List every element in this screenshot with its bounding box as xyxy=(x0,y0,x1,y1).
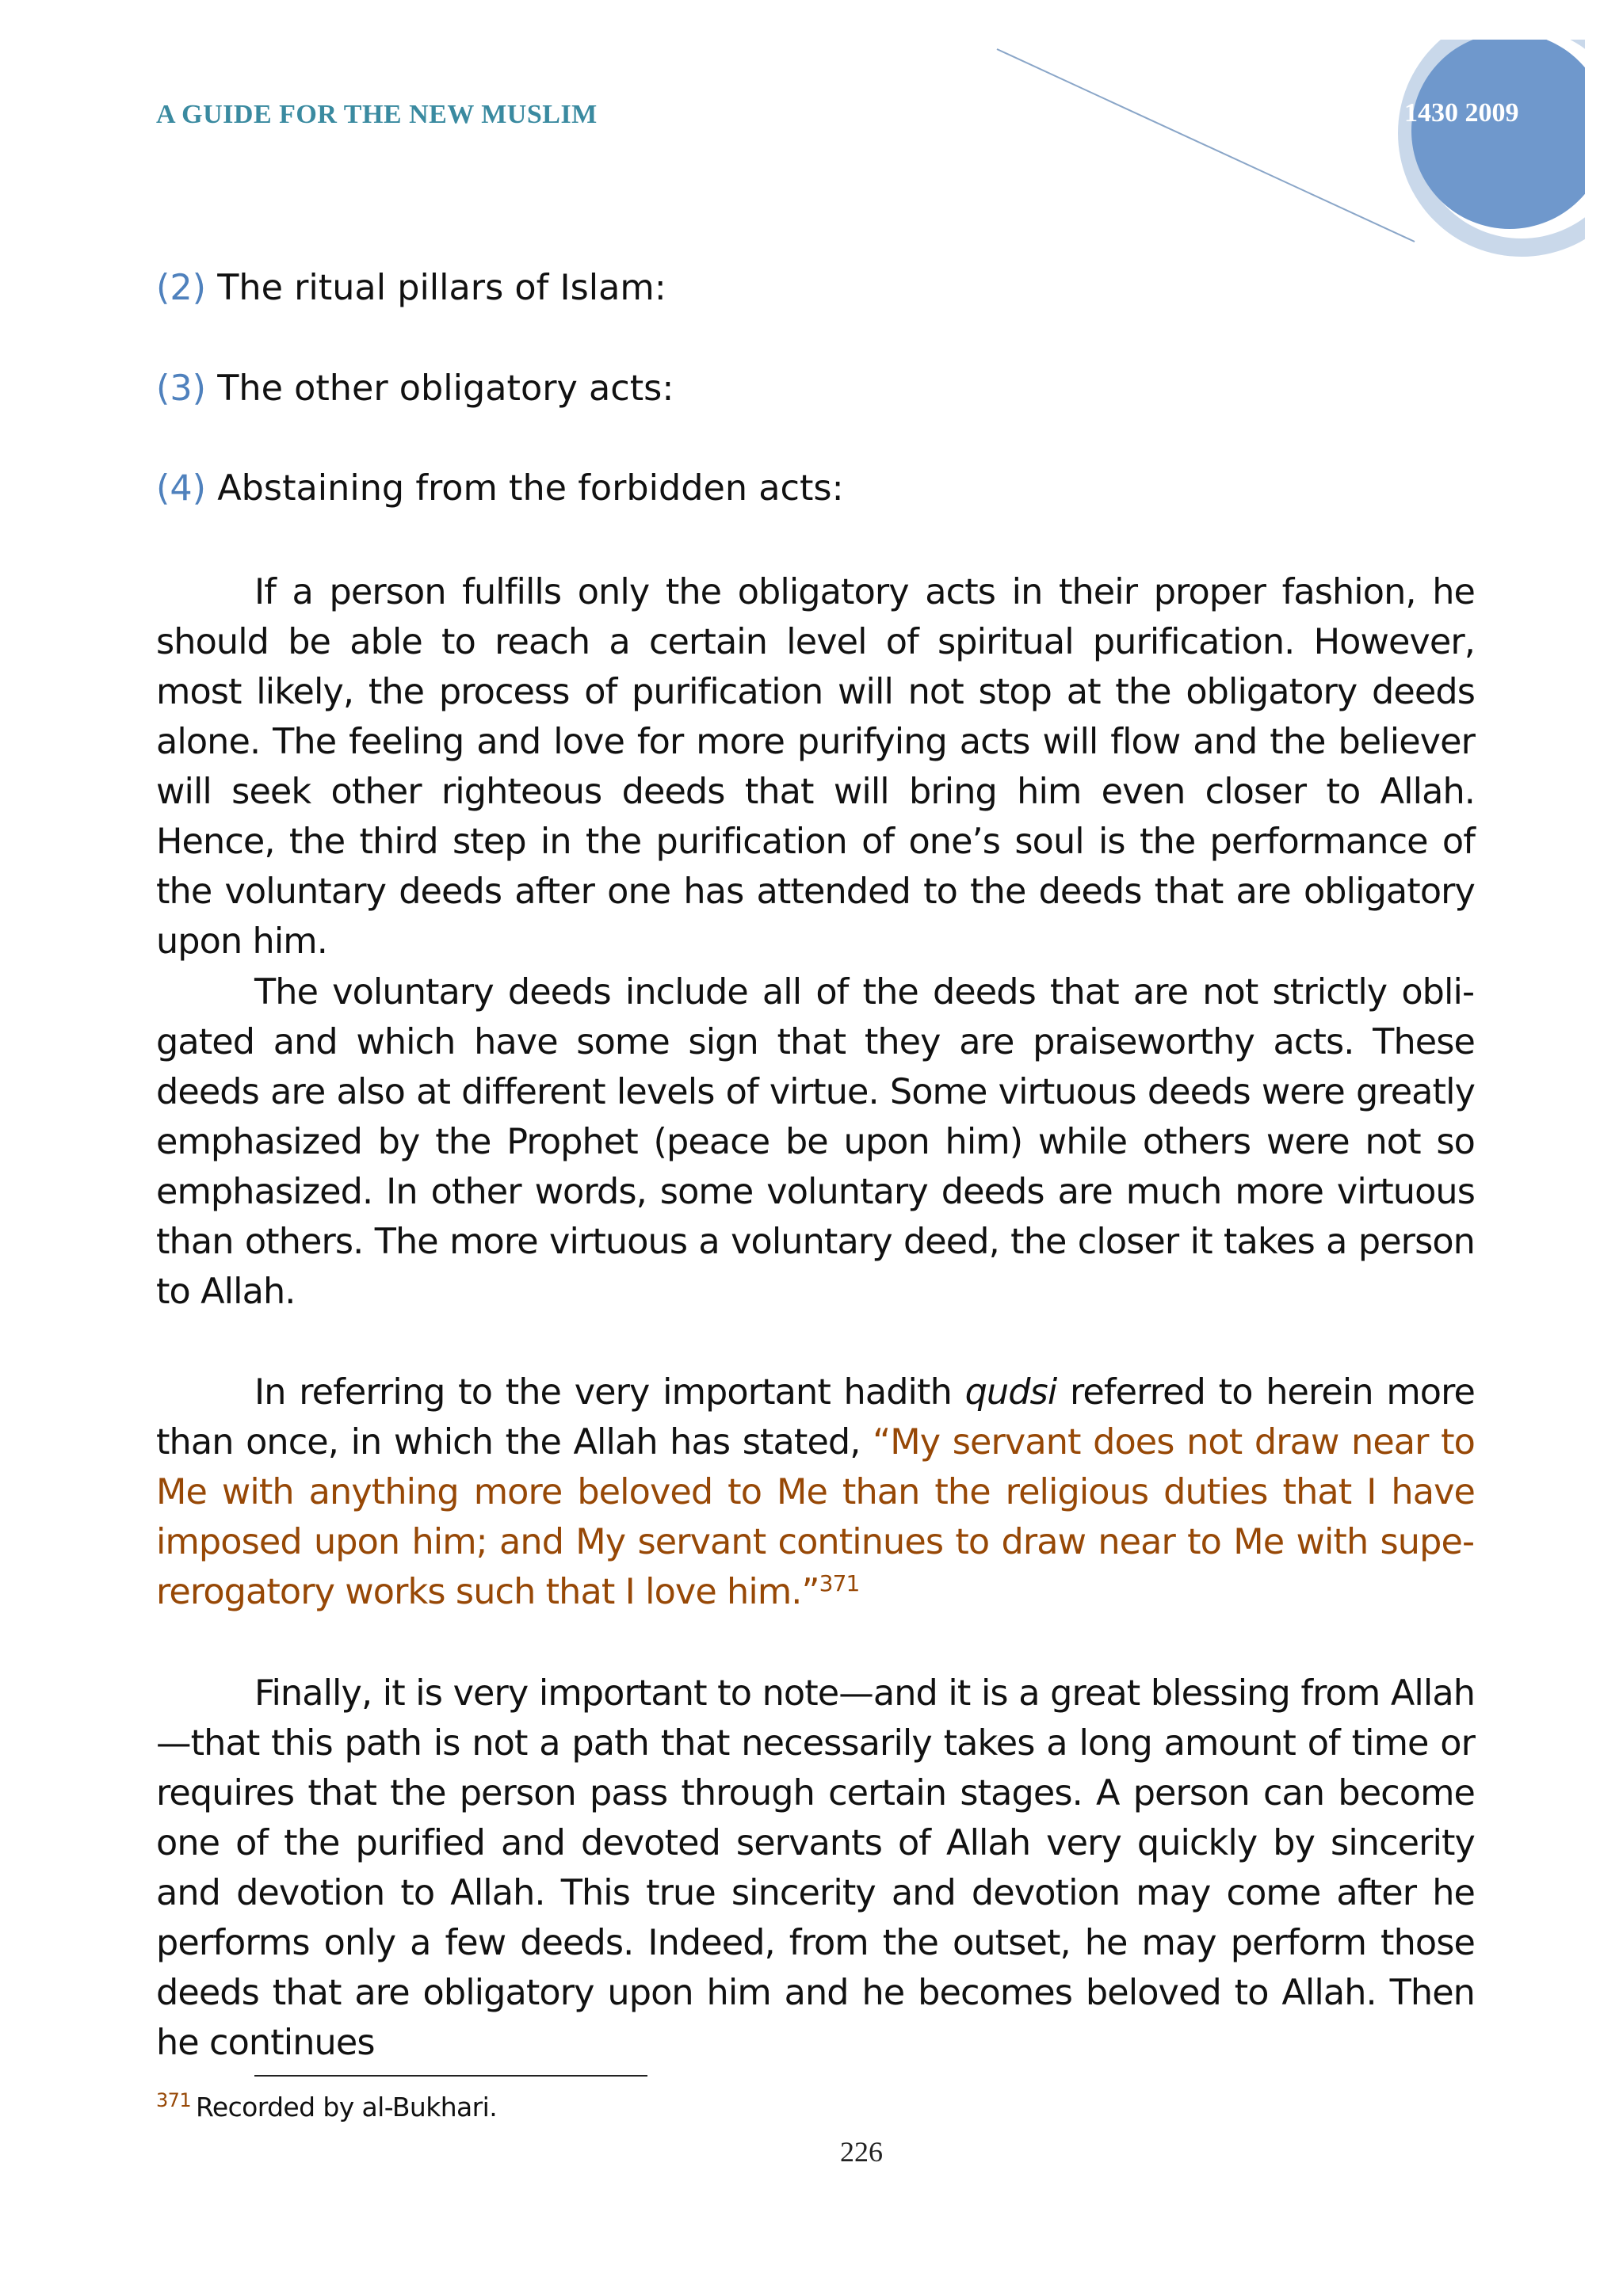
header-circle-decoration xyxy=(983,40,1585,269)
list-item-number: (2) xyxy=(156,268,207,308)
paragraph-text: In referring to the very important hadith xyxy=(254,1372,965,1413)
paragraph-text: referred to herein more than once, in which the Allah has stated, xyxy=(156,1372,1475,1463)
footnote-number: 371 xyxy=(156,2089,192,2111)
page-number: 226 xyxy=(840,2136,883,2168)
running-header-title: A GUIDE FOR THE NEW MUSLIM xyxy=(156,100,598,129)
list-item xyxy=(156,268,666,308)
paragraph-hadith-qudsi xyxy=(156,1367,1475,1617)
list-item-text: The ritual pillars of Islam: xyxy=(217,268,666,308)
hadith-quote: “My servant does not draw near to Me with anything more beloved to Me than the religious duties that I have imposed upon him; and My servant continues to draw near to Me with supererogatory works such that I love him.” xyxy=(156,1422,1475,1612)
list-item-number: (4) xyxy=(156,468,207,509)
list-item xyxy=(156,468,844,509)
list-item-number: (3) xyxy=(156,368,207,409)
paragraph-voluntary-deeds: The voluntary deeds include all of the deeds that are not strictly obligated and which have some sign that they are praiseworthy acts. These deeds are also at different levels of virtue. Some virtuous deeds were greatly emphasized by the Prophet (peace be upon him) while others were not so emphasized. In other words, some voluntary deeds are much more virtuous than others. The more virtuous a voluntary deed, the closer it takes a person to Allah. xyxy=(156,972,1475,1312)
footnote-text: Recorded by al-Bukhari. xyxy=(196,2092,498,2122)
paragraph-path-of-purification: Finally, it is very important to note—and it is a great blessing from Allah—that this path is not a path that necessarily takes a long amount of time or requires that the person pass through certain stages. A person can become one of the purified and devoted servants of Allah very quickly by sincerity and devotion to Allah. This true sincerity and devotion may come after he performs only a few deeds. Indeed, from the outset, he may perform those deeds that are obligatory upon him and he becomes beloved to Allah. Then he continues xyxy=(156,1673,1475,2063)
footnote-separator xyxy=(254,2075,647,2077)
footnote xyxy=(156,2089,498,2122)
list-item xyxy=(156,368,674,409)
paragraph-obligatory-acts: If a person fulfills only the obligatory acts in their proper fashion, he should be able to reach a certain level of spiritual purification. However, most likely, the process of purification will not stop at the obligatory deeds alone. The feeling and love for more purifying acts will flow and the believer will seek other righteous deeds that will bring him even closer to Allah. Hence, the third step in the purification of one’s soul is the performance of the voluntary deeds after one has attended to the deeds that are obligatory upon him. xyxy=(156,572,1475,962)
list-item-text: Abstaining from the forbidden acts: xyxy=(217,468,844,509)
footnote-reference[interactable]: 371 xyxy=(819,1570,860,1597)
running-header-year: 1430 2009 xyxy=(1404,98,1519,128)
list-item-text: The other obligatory acts: xyxy=(217,368,674,409)
italic-term: qudsi xyxy=(964,1372,1057,1413)
